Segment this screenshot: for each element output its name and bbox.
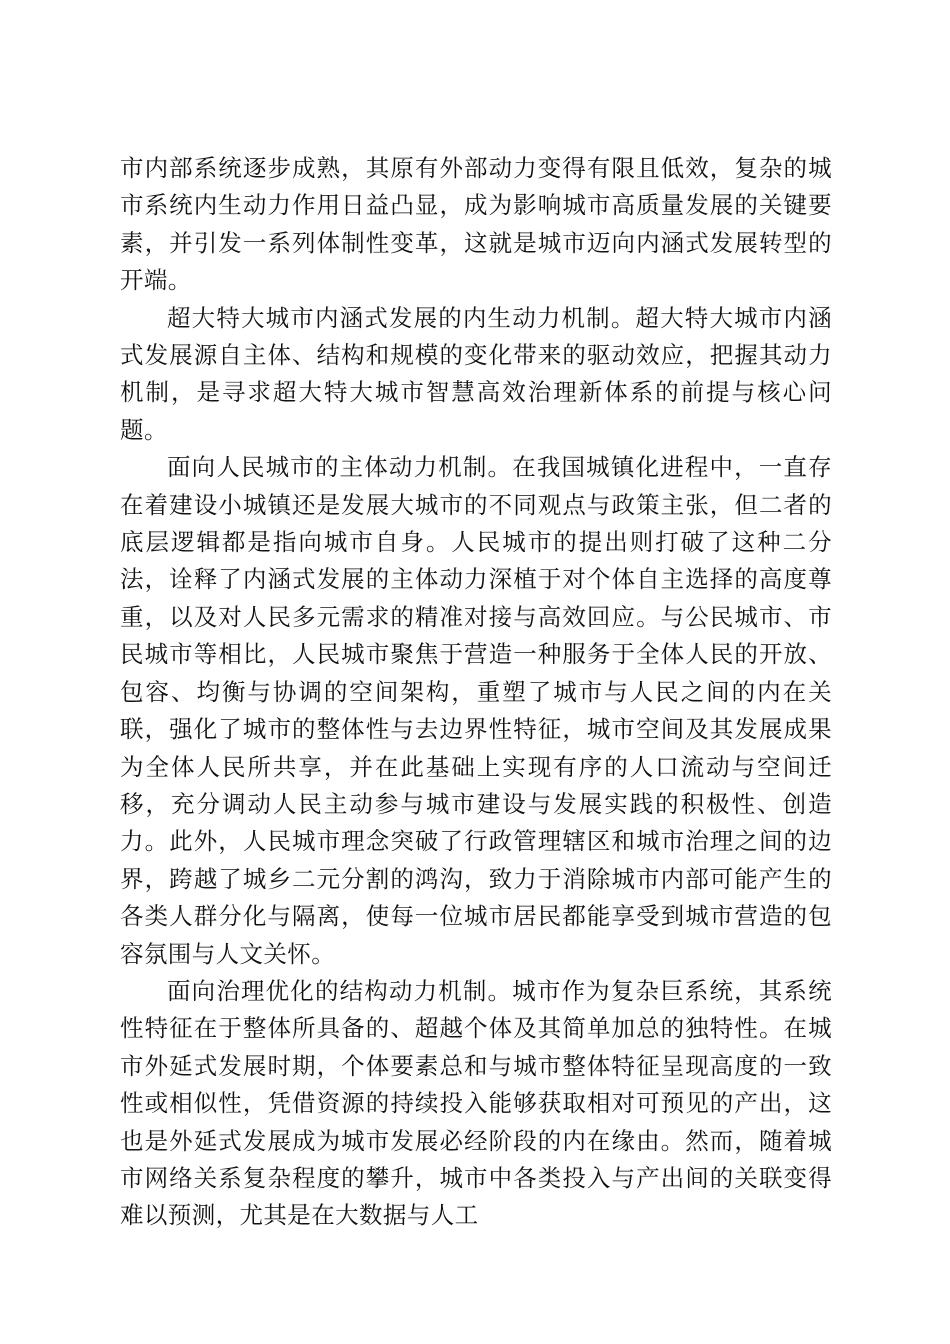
paragraph-2: 超大特大城市内涵式发展的内生动力机制。超大特大城市内涵式发展源自主体、结构和规模的变化带来的驱动效应，把握其动力机制，是寻求超大特大城市智慧高效治理新体系的前提与核心问题。 <box>120 303 832 444</box>
paragraph-3: 面向人民城市的主体动力机制。在我国城镇化进程中，一直存在着建设小城镇还是发展大城市的不同观点与政策主张，但二者的底层逻辑都是指向城市自身。人民城市的提出则打破了这种二分法，诠释了内涵式发展的主体动力深植于对个体自主选择的高度尊重，以及对人民多元需求的精准对接与高效回应。与公民城市、市民城市等相比，人民城市聚焦于营造一种服务于全体人民的开放、包容、均衡与协调的空间架构，重塑了城市与人民之间的内在关联，强化了城市的整体性与去边界性特征，城市空间及其发展成果为全体人民所共享，并在此基础上实现有序的人口流动与空间迁移，充分调动人民主动参与城市建设与发展实践的积极性、创造力。此外，人民城市理念突破了行政管理辖区和城市治理之间的边界，跨越了城乡二元分割的鸿沟，致力于消除城市内部可能产生的各类人群分化与隔离，使每一位城市居民都能享受到城市营造的包容氛围与人文关怀。 <box>120 453 832 968</box>
paragraph-4: 面向治理优化的结构动力机制。城市作为复杂巨系统，其系统性特征在于整体所具备的、超越个体及其简单加总的独特性。在城市外延式发展时期，个体要素总和与城市整体特征呈现高度的一致性或相似性，凭借资源的持续投入能够获取相对可预见的产出，这也是外延式发展成为城市发展必经阶段的内在缘由。然而，随着城市网络关系复杂程度的攀升，城市中各类投入与产出间的关联变得难以预测，尤其是在大数据与人工 <box>120 976 832 1230</box>
body-text <box>120 150 832 1235</box>
paragraph-1: 市内部系统逐步成熟，其原有外部动力变得有限且低效，复杂的城市系统内生动力作用日益凸显，成为影响城市高质量发展的关键要素，并引发一系列体制性变革，这就是城市迈向内涵式发展转型的开端。 <box>120 154 832 295</box>
